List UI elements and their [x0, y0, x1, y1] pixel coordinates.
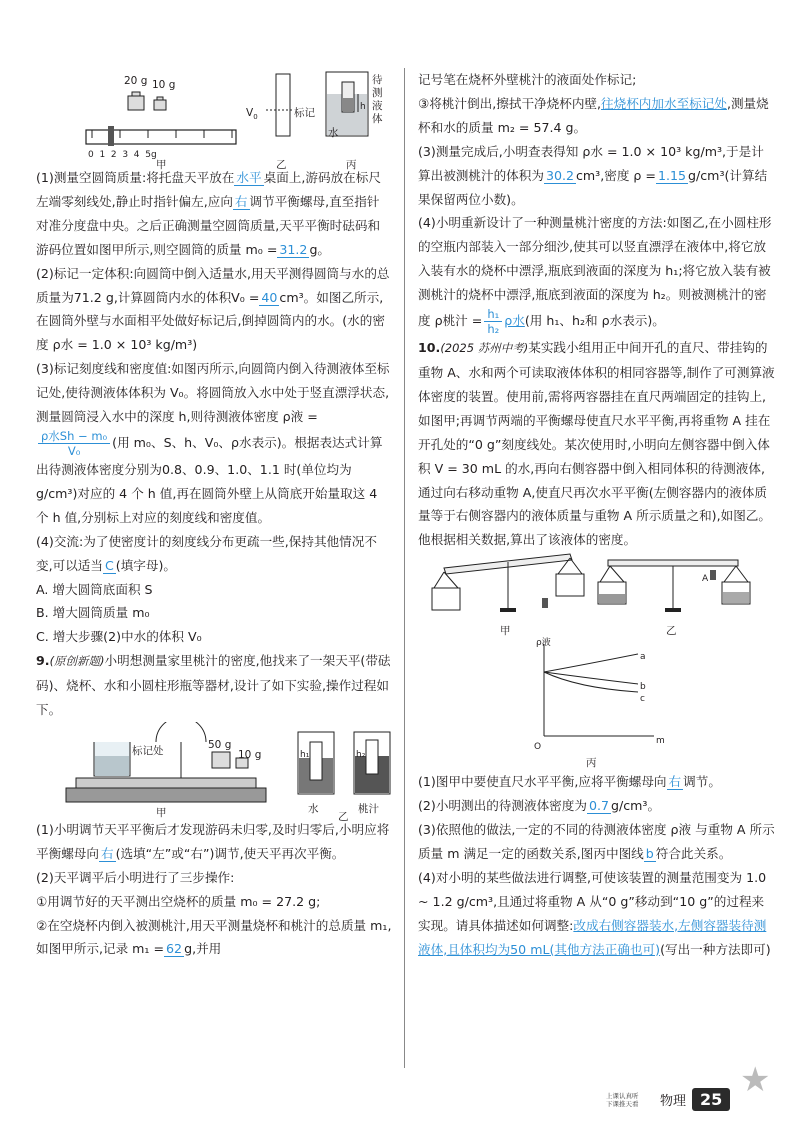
fig8-bing: 丙 [346, 159, 357, 171]
q9-stem: 9.(原创新题)小明想测量家里桃汁的密度,他找来了一架天平(带砝码)、烧杯、水和小圆柱形瓶等器材,设计了如下实验,操作过程如下。 [36, 653, 391, 718]
q9-part4: (4)小明重新设计了一种测量桃汁密度的方法:如图乙,在小圆柱形的空瓶内部装入一部分细沙,使其可以竖直漂浮在液体中,将它放入装有水的烧杯中漂浮,瓶底到液面的深度为 h₁;将它放入装有被测桃汁的烧杯中漂浮,瓶底到液面的深度为 h₂。则被测桃汁的密度 ρ桃汁 = $\frac{\text{h₁}}{\text{h₂}}$ ρ水(用 h₁、h₂和 ρ水表示)。 [418, 215, 772, 337]
figure-q8 [36, 68, 392, 171]
option-b: B. 增大圆筒质量 m₀ [36, 605, 150, 621]
fig9-w50: 50 g [208, 738, 232, 751]
fig9-w10: 10 g [238, 748, 262, 761]
fig10-rho: ρ液 [536, 638, 551, 649]
q9-step2-cont: 记号笔在烧杯外壁桃汁的液面处作标记; [418, 72, 637, 87]
figure-q9 [36, 722, 392, 823]
fig9-h1: h₁ [300, 749, 310, 760]
fig10-c: c [640, 694, 645, 705]
q9-step2: ②在空烧杯内倒入被测桃汁,用天平测量烧杯和桃汁的总质量 m₁,如图甲所示,记录 m₁ = 62 g,并用 [36, 917, 392, 957]
fig8-mark: 标记 [294, 107, 315, 119]
q10-stem: 10.(2025 苏州中考)某实践小组用正中间开孔的直尺、带挂钩的重物 A、水和两个可读取液体体积的相同容器等,制作了可测算液体密度的装置。使用前,需将两容器挂在直尺两端固定的挂钩上,如图甲;再调节两端的平衡螺母使直尺水平平衡,再将重物 A 挂在开孔处的“0 g”刻度线处。某次使用时,小明向左侧容器中倒入体积 V = 30 mL 的水,再向右侧容器中倒入相同体积的待测液体,通过向右移动重物 A,使直尺再次水平平衡(左侧容器内的液体质量等于右侧容器内的液体质量与重物 A 所示质量之和),如图乙。他根据相关数据,算出了该液体的密度。 [418, 340, 775, 548]
fig8-w10: 10 g [152, 79, 176, 91]
q9-step1: ①用调节好的天平测出空烧杯的质量 m₀ = 27.2 g; [36, 893, 321, 909]
answer-blank: 30.2 [545, 167, 574, 183]
fig9-juice: 桃汁 [358, 802, 379, 815]
star-decoration-icon: ★ [740, 1060, 771, 1100]
fig8-w20: 20 g [124, 75, 148, 87]
answer-blank: 1.15 [657, 167, 687, 183]
column-divider [404, 68, 405, 1068]
fig10-a: a [640, 652, 646, 663]
fig8-water: 水 [328, 127, 339, 139]
fig10-jia: 甲 [500, 625, 511, 638]
answer-blank: 40 [261, 289, 278, 305]
figure-q10 [418, 552, 776, 770]
fig9-water: 水 [308, 802, 319, 815]
fig9-yi: 乙 [338, 810, 349, 823]
fig8-liquid: 待测 液体 [372, 74, 383, 125]
answer-blank: 往烧杯内加水至标记处 [601, 95, 727, 111]
q8-part2: (2)标记一定体积:向圆筒中倒入适量水,用天平测得圆筒与水的总质量为71.2 g,计算圆筒内水的体积V₀ = 40 cm³。如图乙所示,在圆筒外壁与水面相平处做好标记后,倒掉圆筒内的水。(水的密度 ρ水 = 1.0 × 10³ kg/m³) [36, 265, 390, 353]
fig8-v0: $V_0$ [246, 107, 258, 122]
right-column [418, 68, 776, 961]
option-a: A. 增大圆筒底面积 S [36, 581, 153, 597]
q9-step3: ③将桃汁倒出,擦拭干净烧杯内壁,往烧杯内加水至标记处,测量烧杯和水的质量 m₂ = 57.4 g。 [418, 95, 769, 135]
fig9-jia: 甲 [156, 806, 167, 819]
footer-slogan: 上课认真听 下课推天看 [606, 1091, 639, 1108]
q9-part3: (3)测量完成后,小明查表得知 ρ水 = 1.0 × 10³ kg/m³,于是计算出被测桃汁的体积为 30.2 cm³,密度 ρ = 1.15 g/cm³(计算结果保留两位小数)。 [418, 143, 768, 207]
fig10-O: O [534, 742, 542, 753]
fig10-yi: 乙 [666, 625, 677, 638]
q8-part3: (3)标记刻度线和密度值:如图丙所示,向圆筒内倒入待测液体至标记处,使待测液体体积为 V₀。将圆筒放入水中处于竖直漂浮状态,测量圆筒浸入水中的深度 h,则待测液体密度 ρ液 = $\frac{\text{ρ水Sh − m₀}}{\text{V₀}}$ (用 m₀、S、h、V₀、ρ水表示)。根据表达式计算出待测液体密度分别为0.8、0.9、1.0、1.1 时(单位均为 g/cm³)对应的 4 个 h 值,再在圆筒外壁上从筒底开始量取这 4 个 h 值,分别标上对应的刻度线和密度值。 [36, 361, 390, 525]
answer-blank: 0.7 [588, 798, 609, 814]
footer-subject: 物理 [660, 1094, 687, 1109]
fig10-bing: 丙 [586, 757, 597, 770]
fig10-A: A [702, 574, 709, 585]
answer-blank: 水平 [236, 170, 262, 185]
q8-part1: (1)测量空圆筒质量:将托盘天平放在 水平 桌面上,游码放在标尺左端零刻线处,静止时指针偏左,应向 右 调节平衡螺母,直至指针对准分度盘中央。之后正确测量空圆筒质量,天平平衡时砝码和游码位置如图甲所示,则空圆筒的质量 m₀ = 31.2 g。 [36, 170, 381, 257]
fig8-jia: 甲 [156, 159, 167, 171]
option-c: C. 增大步骤(2)中水的体积 V₀ [36, 629, 202, 645]
fig8-yi: 乙 [276, 159, 287, 171]
answer-blank: 右 [100, 845, 114, 861]
answer-blank: 改成右侧容器装水,左侧容器装待测液体,且体积均为50 mL(其他方法正确也可) [418, 917, 767, 957]
answer-blank: 右 [234, 193, 248, 209]
page-footer [606, 1088, 730, 1111]
left-column [36, 68, 392, 961]
answer-fraction: $\frac{\text{ρ水Sh − m₀}}{\text{V₀}}$ [38, 429, 110, 458]
fig10-m: m [656, 736, 665, 747]
q9-part1: (1)小明调节天平平衡后才发现游码未归零,及时归零后,小明应将平衡螺母向 右 (选填“左”或“右”)调节,使天平再次平衡。 [36, 821, 390, 861]
fig10-b: b [640, 682, 646, 693]
figure-q10-svg [418, 552, 776, 770]
q10-part1: (1)图甲中要使直尺水平平衡,应将平衡螺母向 右 调节。 [418, 774, 721, 790]
fig8-h: h [360, 102, 366, 112]
q10-part4: (4)对小明的某些做法进行调整,可使该装置的测量范围变为 1.0 ~ 1.2 g/cm³,且通过将重物 A 从“0 g”移动到“10 g”的过程来实现。请具体描述如何调整:改成右侧容器装水,左侧容器装待测液体,且体积均为50 mL(其他方法正确也可)(写出一种方法即可) [418, 869, 771, 957]
fig8-scale: 0 1 2 3 4 5g [88, 150, 157, 160]
q10-part2: (2)小明测出的待测液体密度为 0.7 g/cm³。 [418, 798, 661, 814]
answer-blank: b [645, 845, 654, 861]
fig9-h2: h₂ [356, 749, 366, 760]
q8-part4: (4)交流:为了使密度计的刻度线分布更疏一些,保持其他情况不变,可以适当 C (填字母)。 [36, 533, 377, 573]
page-number: 25 [692, 1088, 730, 1111]
q9-part2: (2)天平调平后小明进行了三步操作: [36, 869, 235, 885]
answer-blank: 31.2 [279, 241, 308, 257]
answer-blank: 62 [166, 941, 183, 957]
q10-part3: (3)依照他的做法,一定的不同的待测液体密度 ρ液 与重物 A 所示质量 m 满足一定的函数关系,图丙中图线 b 符合此关系。 [418, 822, 775, 861]
answer-fraction: $\frac{\text{h₁}}{\text{h₂}}$ [484, 307, 502, 336]
fig9-mark: 标记处 [132, 744, 164, 757]
answer-blank: 右 [668, 774, 682, 790]
answer-blank: C [104, 557, 114, 573]
